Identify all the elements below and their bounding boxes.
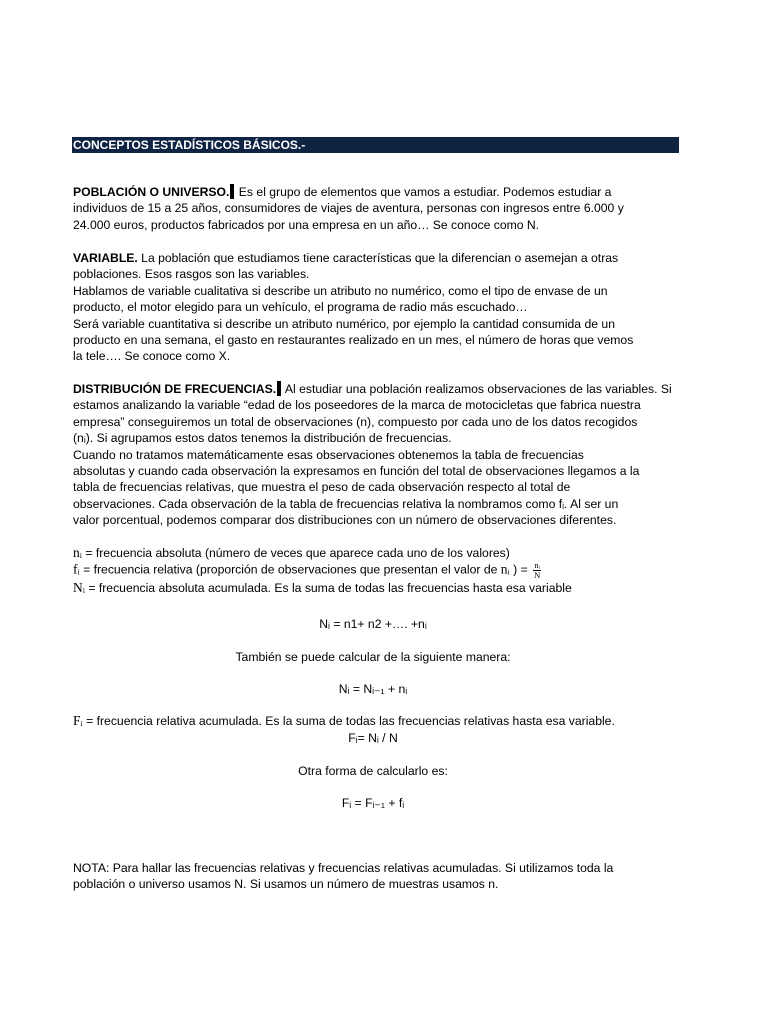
def-fi-text: = frecuencia relativa (proporción de observaciones que presentan el valor de [79, 563, 501, 578]
formula-Fi-ratio: Fᵢ= Nᵢ / N [348, 731, 398, 745]
poblacion-line: 24.000 euros, productos fabricados por una empresa en un año… Se conoce como N. [73, 217, 540, 232]
formula-Fi-recursive: Fᵢ = Fᵢ₋₁ + fᵢ [341, 796, 405, 810]
symbol-Fi: Fᵢ [73, 713, 83, 728]
poblacion-line: individuos de 15 a 25 años, consumidores de viajes de aventura, personas con ingresos entre 6.000 y [73, 201, 624, 216]
def-Fi-text: = frecuencia relativa acumulada. Es la suma de todas las frecuencias relativas hasta esa variable. [82, 714, 615, 728]
variable-line: producto, el motor elegido para un vehículo, el programa de radio más escuchado… [73, 300, 528, 315]
text-cursor [230, 184, 234, 199]
fraction-ni-over-N [533, 561, 541, 580]
distribucion-line: absolutas y cuando cada observación la expresamos en función del total de observaciones llegamos a la [73, 464, 640, 479]
formula-Ni-sum: Nᵢ = n1+ n2 +…. +nᵢ [319, 617, 427, 631]
symbol-fi: fᵢ [73, 562, 80, 578]
def-Fi [73, 713, 683, 729]
variable-line: Hablamos de variable cualitativa si describe un atributo no numérico, como el tipo de envase de un [73, 283, 608, 298]
symbol-Ni: Nᵢ [73, 580, 85, 596]
fraction-denominator: N [534, 570, 541, 581]
def-ni [73, 545, 683, 561]
definitions [73, 545, 683, 597]
nota-line: NOTA: Para hallar las frecuencias relativas y frecuencias relativas acumuladas. Si utilizamos toda la [73, 861, 614, 875]
symbol-ni: nᵢ [73, 545, 82, 560]
fraction-numerator: nᵢ [534, 560, 540, 571]
distribucion-paragraph [73, 381, 683, 529]
also-text: También se puede calcular de la siguiente manera: [235, 650, 511, 664]
variable-line: producto en una semana, el gasto en restaurantes realizado en un mes, el número de horas que vemos [73, 333, 634, 348]
nota-line: población o universo usamos N. Si usamos un número de muestras usamos n. [73, 877, 499, 892]
symbol-ni-inline: nᵢ [500, 562, 510, 578]
def-fi-close: ) = [509, 563, 532, 578]
nota-paragraph [73, 860, 683, 893]
distribucion-line: observaciones. Cada observación de la tabla de frecuencias relativa la nombramos como fᵢ. Al ser un [73, 496, 619, 511]
poblacion-line: Es el grupo de elementos que vamos a estudiar. Podemos estudiar a [235, 185, 612, 199]
distribucion-line: Cuando no tratamos matemáticamente esas observaciones obtenemos la tabla de frecuencias [73, 447, 584, 462]
variable-line: poblaciones. Esos rasgos son las variables. [73, 267, 310, 282]
text-cursor [277, 381, 281, 396]
distribucion-line: empresa” conseguiremos un total de observaciones (n), compuesto por cada uno de los datos recogidos [73, 414, 638, 429]
other-text: Otra forma de calcularlo es: [298, 764, 448, 778]
def-Ni [73, 580, 683, 596]
variable-line: la tele…. Se conoce como X. [73, 349, 231, 364]
variable-paragraph [73, 250, 683, 365]
distribucion-line: Al estudiar una población realizamos observaciones de las variables. Si [282, 382, 672, 396]
poblacion-term: POBLACIÓN O UNIVERSO. [73, 185, 230, 199]
formula-Ni-recursive: Nᵢ = Nᵢ₋₁ + nᵢ [338, 682, 408, 696]
distribucion-line: (nᵢ). Si agrupamos estos datos tenemos la distribución de frecuencias. [73, 431, 452, 446]
distribucion-term: DISTRIBUCIÓN DE FRECUENCIAS. [73, 382, 277, 396]
variable-line: La población que estudiamos tiene características que la diferencian o asemejan a otras [137, 251, 619, 265]
section-title: CONCEPTOS ESTADÍSTICOS BÁSICOS.- [72, 137, 679, 153]
variable-line: Será variable cuantitativa si describe un atributo numérico, por ejemplo la cantidad consumida de un [73, 316, 615, 331]
def-fi [73, 561, 683, 580]
poblacion-paragraph [73, 184, 683, 233]
def-ni-text: = frecuencia absoluta (número de veces que aparece cada uno de los valores) [81, 546, 510, 560]
distribucion-line: valor porcentual, podemos comparar dos distribuciones con un número de observaciones diferentes. [73, 513, 617, 528]
variable-term: VARIABLE. [73, 251, 138, 265]
def-Ni-text: = frecuencia absoluta acumulada. Es la suma de todas las frecuencias hasta esa variable [84, 581, 572, 596]
distribucion-line: estamos analizando la variable “edad de los poseedores de la marca de motocicletas que fabrica nuestra [73, 398, 641, 413]
distribucion-line: tabla de frecuencias relativas, que muestra el peso de cada observación respecto al total de [73, 480, 571, 495]
